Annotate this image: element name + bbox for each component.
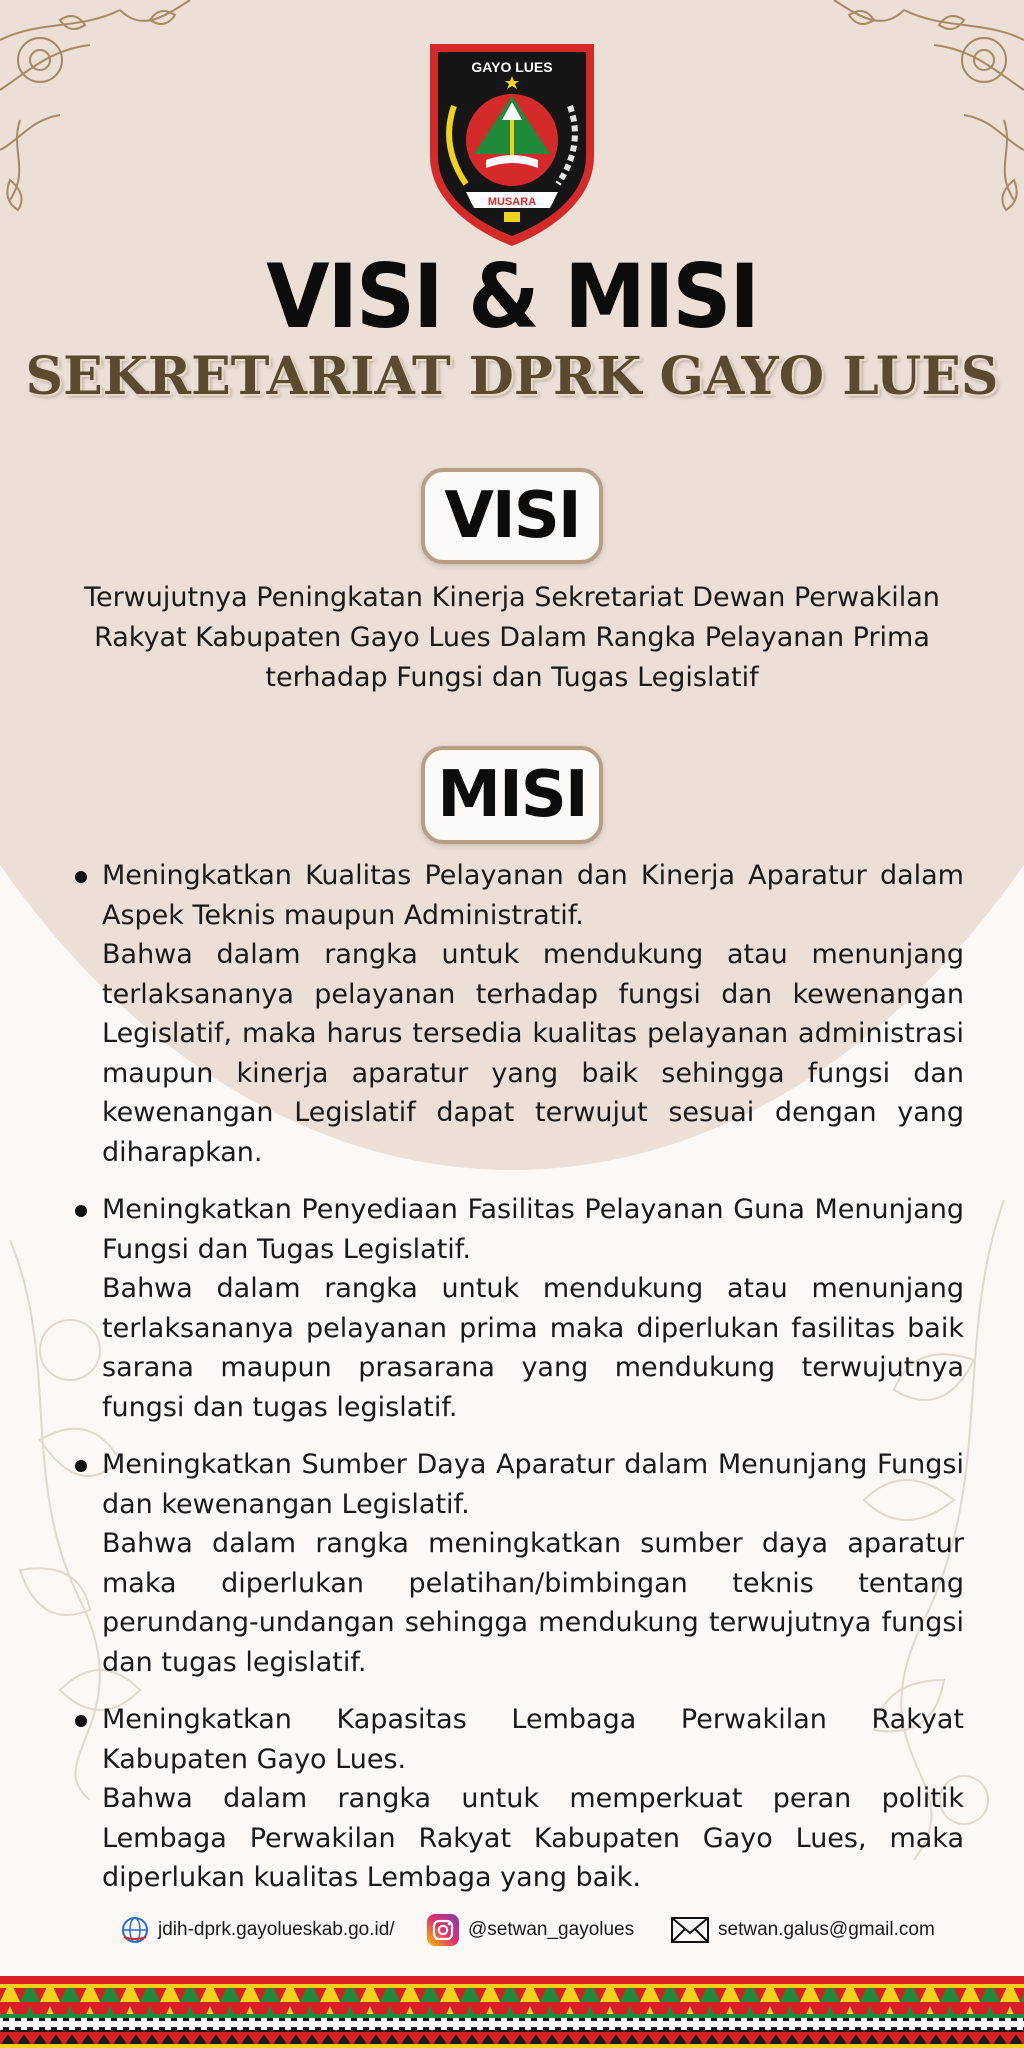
bullet-icon bbox=[75, 871, 87, 883]
page-subtitle: SEKRETARIAT DPRK GAYO LUES bbox=[25, 346, 999, 407]
gayo-lues-emblem bbox=[420, 36, 604, 250]
decorative-bottom-border bbox=[0, 1976, 1024, 2048]
instagram-contact[interactable] bbox=[426, 1910, 634, 1950]
misi-item bbox=[72, 1700, 964, 1898]
mail-icon bbox=[670, 1915, 710, 1945]
website-contact[interactable] bbox=[120, 1910, 395, 1950]
misi-body: Bahwa dalam rangka untuk memperkuat peran politik Lembaga Perwakilan Rakyat Kabupaten Gayo Lues, maka diperlukan kualitas Lembaga yang baik. bbox=[102, 1783, 964, 1893]
misi-item bbox=[72, 1190, 964, 1427]
page-title: VISI & MISI bbox=[266, 246, 758, 349]
bullet-icon bbox=[75, 1205, 87, 1217]
misi-body: Bahwa dalam rangka untuk mendukung atau menunjang terlaksananya pelayanan prima maka diperlukan fasilitas baik sarana maupun prasarana yang mendukung terwujutnya fungsi dan tugas legislatif. bbox=[102, 1273, 964, 1423]
logo-top-text: GAYO LUES bbox=[471, 59, 553, 75]
misi-body: Bahwa dalam rangka untuk mendukung atau menunjang terlaksananya pelayanan terhadap fungsi dan kewenangan Legislatif, maka harus tersedia kualitas pelayanan administrasi maupun kinerja aparatur yang baik sehingga fungsi dan kewenangan Legislatif dapat terwujut sesuai dengan yang diharapkan. bbox=[102, 939, 964, 1168]
email-address[interactable]: setwan.galus@gmail.com bbox=[718, 1919, 935, 1940]
misi-item bbox=[72, 856, 964, 1172]
misi-heading: Meningkatkan Kualitas Pelayanan dan Kinerja Aparatur dalam Aspek Teknis maupun Administratif. bbox=[102, 860, 964, 931]
misi-list bbox=[72, 856, 964, 1916]
logo-ribbon-text: MUSARA bbox=[487, 196, 537, 208]
misi-badge: MISI bbox=[421, 746, 603, 844]
misi-body: Bahwa dalam rangka meningkatkan sumber daya aparatur maka diperlukan pelatihan/bimbingan teknis tentang perundang-undangan sehingga mendukung terwujutnya fungsi dan tugas legislatif. bbox=[102, 1528, 964, 1678]
misi-heading: Meningkatkan Kapasitas Lembaga Perwakilan Rakyat Kabupaten Gayo Lues. bbox=[102, 1704, 964, 1775]
footer-contacts bbox=[0, 1910, 1024, 1950]
misi-heading: Meningkatkan Sumber Daya Aparatur dalam Menunjang Fungsi dan kewenangan Legislatif. bbox=[102, 1449, 964, 1520]
floral-ornament-top-left bbox=[0, 0, 240, 240]
instagram-handle[interactable]: @setwan_gayolues bbox=[468, 1919, 635, 1940]
floral-ornament-top-right bbox=[784, 0, 1024, 240]
visi-statement: Terwujutnya Peningkatan Kinerja Sekretariat Dewan Perwakilan Rakyat Kabupaten Gayo Lues Dalam Rangka Pelayanan Prima terhadap Fungsi dan Tugas Legislatif bbox=[84, 582, 940, 693]
misi-item bbox=[72, 1445, 964, 1682]
bullet-icon bbox=[75, 1715, 87, 1727]
website-link[interactable]: jdih-dprk.gayolueskab.go.id/ bbox=[158, 1919, 395, 1940]
email-contact[interactable] bbox=[670, 1910, 935, 1950]
bullet-icon bbox=[75, 1460, 87, 1472]
visi-badge: VISI bbox=[421, 468, 603, 564]
globe-icon bbox=[120, 1915, 150, 1945]
misi-heading: Meningkatkan Penyediaan Fasilitas Pelayanan Guna Menunjang Fungsi dan Tugas Legislatif. bbox=[102, 1194, 964, 1265]
instagram-icon bbox=[426, 1913, 460, 1947]
